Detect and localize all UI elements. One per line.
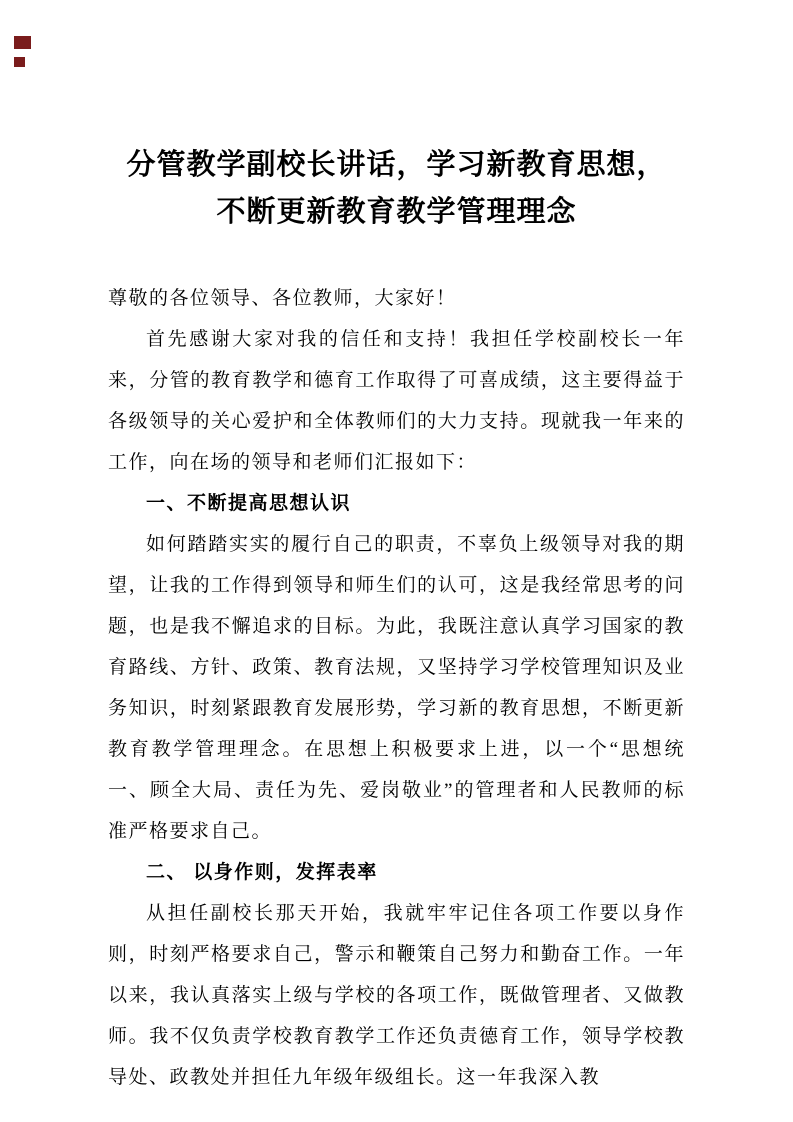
corner-mark-icon xyxy=(14,36,31,49)
paragraph-greeting: 尊敬的各位领导、各位教师，大家好！ xyxy=(108,288,457,309)
document-body xyxy=(108,278,685,1098)
section-heading-2: 二、 以身作则，发挥表率 xyxy=(146,862,378,883)
title-line-1: 分管教学副校长讲话，学习新教育思想， xyxy=(126,149,667,181)
document-content xyxy=(0,142,793,1098)
paragraph-section-1: 如何踏踏实实的履行自己的职责，不辜负上级领导对我的期望，让我的工作得到领导和师生们的认可，这是我经常思考的问题，也是我不懈追求的目标。为此，我既注意认真学习国家的教育路线、方针、政策、教育法规，又坚持学习学校管理知识及业务知识，时刻紧跟教育发展形势，学习新的教育思想，不断更新教育教学管理理念。在思想上积极要求上进，以一个“思想统一、顾全大局、责任为先、爱岗敬业”的管理者和人民教师的标准严格要求自己。 xyxy=(108,534,685,842)
paragraph-section-2: 从担任副校长那天开始，我就牢牢记住各项工作要以身作则，时刻严格要求自己，警示和鞭策自己努力和勤奋工作。一年以来，我认真落实上级与学校的各项工作，既做管理者、又做教师。我不仅负责学校教育教学工作还负责德育工作，领导学校教导处、政教处并担任九年级年级组长。这一年我深入教 xyxy=(108,903,685,1088)
document-title xyxy=(108,142,685,236)
corner-mark-icon xyxy=(14,57,25,67)
section-heading-1: 一、不断提高思想认识 xyxy=(146,493,352,514)
paragraph-intro: 首先感谢大家对我的信任和支持！我担任学校副校长一年来，分管的教育教学和德育工作取得了可喜成绩，这主要得益于各级领导的关心爱护和全体教师们的大力支持。现就我一年来的工作，向在场的领导和老师们汇报如下： xyxy=(108,329,685,473)
title-line-2: 不断更新教育教学管理理念 xyxy=(216,196,577,228)
